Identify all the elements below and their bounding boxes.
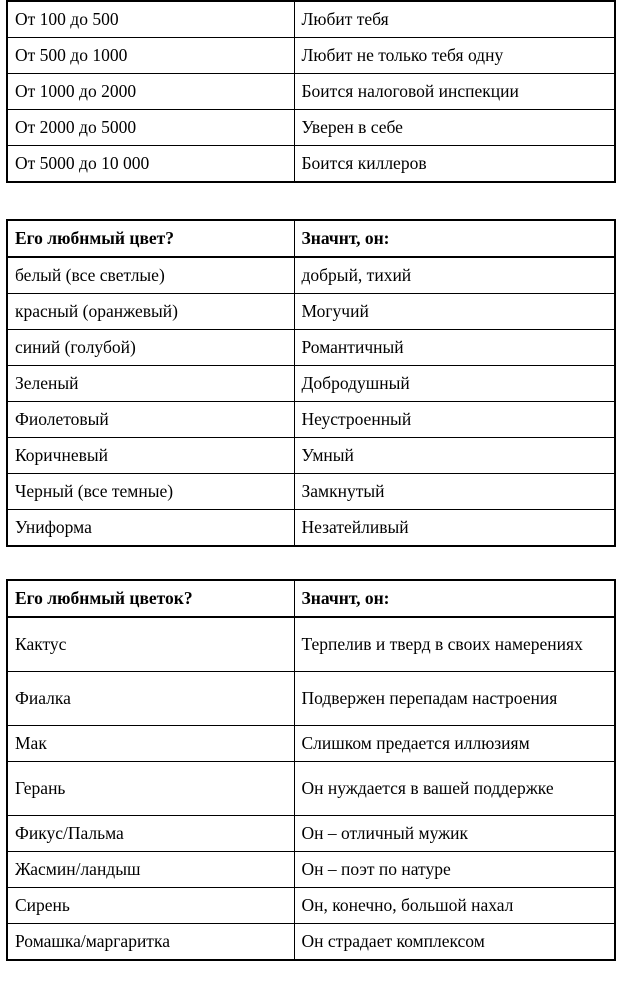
table-cell: Ромашка/маргаритка: [7, 924, 294, 961]
table-cell: Он нуждается в вашей поддержке: [294, 762, 615, 816]
table-cell: Романтичный: [294, 330, 615, 366]
table-row: [7, 924, 615, 961]
table-row: [7, 438, 615, 474]
table-row: [7, 617, 615, 672]
table-row: [7, 672, 615, 726]
table-cell: Умный: [294, 438, 615, 474]
table-row: [7, 257, 615, 294]
table-cell: Фиолетовый: [7, 402, 294, 438]
flower-table: [6, 579, 616, 961]
table-cell: От 500 до 1000: [7, 38, 294, 74]
table-cell: Слишком предается иллюзиям: [294, 726, 615, 762]
table-cell: Коричневый: [7, 438, 294, 474]
table-header-cell: Его любнмый цвет?: [7, 220, 294, 257]
table-header-cell: Значнт, он:: [294, 220, 615, 257]
table-cell: Неустроенный: [294, 402, 615, 438]
table-cell: Униформа: [7, 510, 294, 547]
table-row: [7, 762, 615, 816]
table-cell: Кактус: [7, 617, 294, 672]
table-cell: От 5000 до 10 000: [7, 146, 294, 183]
table-cell: Фиалка: [7, 672, 294, 726]
table-cell: Он страдает комплексом: [294, 924, 615, 961]
table-cell: добрый, тихий: [294, 257, 615, 294]
table-cell: Он – отличный мужик: [294, 816, 615, 852]
table-row: [7, 1, 615, 38]
table-header-row: [7, 580, 615, 617]
table-cell: Жасмин/ландыш: [7, 852, 294, 888]
table-cell: Уверен в себе: [294, 110, 615, 146]
table-cell: Терпелив и тверд в своих намерениях: [294, 617, 615, 672]
table-spacer: [6, 547, 614, 579]
table-cell: Любит не только тебя одну: [294, 38, 615, 74]
table-cell: Зеленый: [7, 366, 294, 402]
table-cell: От 2000 до 5000: [7, 110, 294, 146]
table-cell: Могучий: [294, 294, 615, 330]
table-cell: Боится налоговой инспекции: [294, 74, 615, 110]
table-row: [7, 816, 615, 852]
table-cell: Он – поэт по натуре: [294, 852, 615, 888]
table-row: [7, 38, 615, 74]
table-row: [7, 366, 615, 402]
table-row: [7, 510, 615, 547]
money-table: [6, 0, 616, 183]
table-row: [7, 852, 615, 888]
table-cell: От 100 до 500: [7, 1, 294, 38]
table-row: [7, 330, 615, 366]
table-spacer: [6, 183, 614, 219]
table-row: [7, 146, 615, 183]
table-cell: Добродушный: [294, 366, 615, 402]
table-cell: Мак: [7, 726, 294, 762]
table-cell: Сирень: [7, 888, 294, 924]
color-table: [6, 219, 616, 547]
table-cell: Замкнутый: [294, 474, 615, 510]
table-row: [7, 726, 615, 762]
table-cell: Он, конечно, большой нахал: [294, 888, 615, 924]
table-cell: От 1000 до 2000: [7, 74, 294, 110]
table-cell: белый (все светлые): [7, 257, 294, 294]
table-cell: Незатейливый: [294, 510, 615, 547]
table-cell: Черный (все темные): [7, 474, 294, 510]
table-row: [7, 110, 615, 146]
table-cell: Подвержен перепадам настроения: [294, 672, 615, 726]
table-cell: Любит тебя: [294, 1, 615, 38]
table-cell: Боится киллеров: [294, 146, 615, 183]
table-row: [7, 402, 615, 438]
table-cell: синий (голубой): [7, 330, 294, 366]
table-header-cell: Его любнмый цветок?: [7, 580, 294, 617]
table-row: [7, 74, 615, 110]
table-cell: красный (оранжевый): [7, 294, 294, 330]
table-header-cell: Значнт, он:: [294, 580, 615, 617]
table-row: [7, 888, 615, 924]
table-cell: Фикус/Пальма: [7, 816, 294, 852]
table-header-row: [7, 220, 615, 257]
table-row: [7, 294, 615, 330]
table-cell: Герань: [7, 762, 294, 816]
table-row: [7, 474, 615, 510]
